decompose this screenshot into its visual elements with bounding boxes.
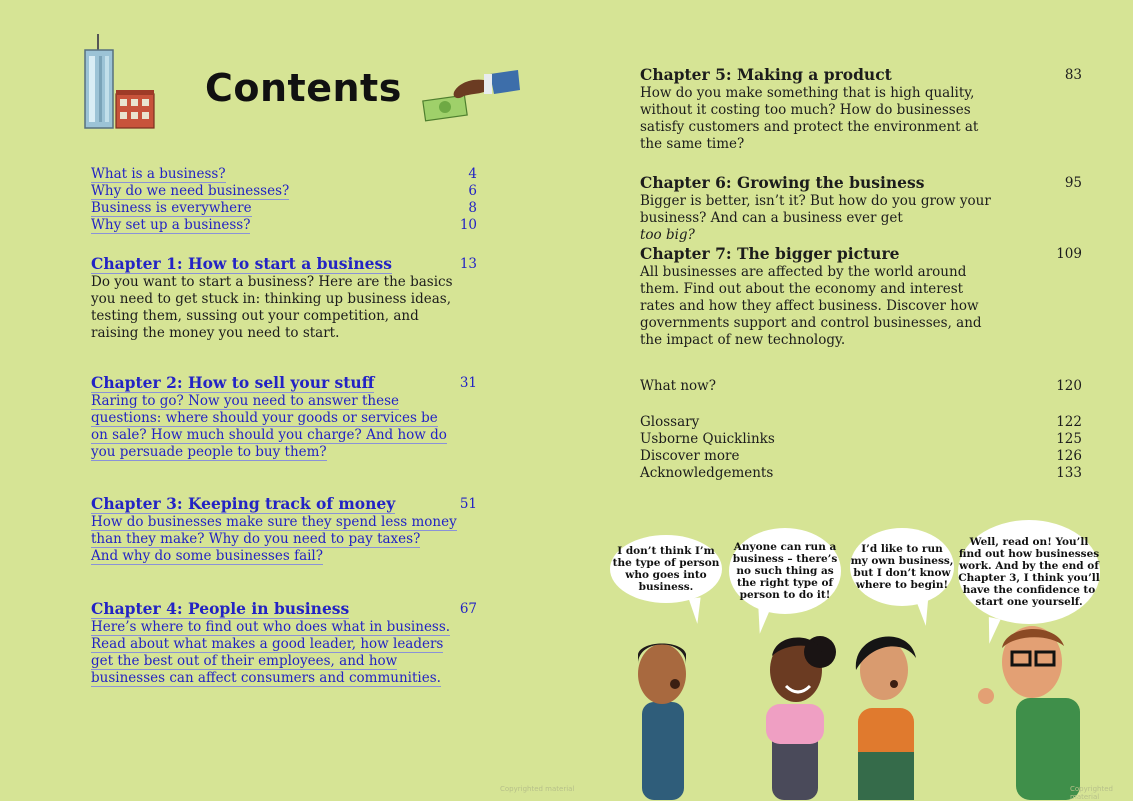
chapter-3-heading[interactable]: Chapter 3: Keeping track of money (91, 494, 396, 513)
speech-bubble-3: I’d like to run my own business, but I don’t know where to begin! (850, 528, 954, 606)
chapter-7-description: All businesses are affected by the world around them. Find out about the economy and interest rates and how they affect business. Discover how governments support and control businesses, and the impact of new technology. (640, 264, 982, 348)
chapter-3-description[interactable]: How do businesses make sure they spend less money than they make? Why do you need to pay taxes? And why do some businesses fail? (91, 514, 457, 564)
speech-bubble-4: Well, read on! You’ll find out how businesses work. And by the end of Chapter 3, I think you’ll have the confidence to start one yourself. (958, 520, 1100, 624)
back-matter-page: 126 (1056, 448, 1082, 464)
money-hand-illustration (420, 68, 522, 124)
page-title: Contents (205, 66, 402, 110)
chapter-4-heading[interactable]: Chapter 4: People in business (91, 599, 350, 618)
chapter-6-heading: Chapter 6: Growing the business (640, 173, 925, 192)
back-matter-entry: Acknowledgements (640, 465, 774, 481)
chapter-7-heading: Chapter 7: The bigger picture (640, 244, 900, 263)
toc-link[interactable]: Why set up a business? (91, 217, 251, 233)
chapter-2-page: 31 (459, 375, 477, 391)
chapter-1-description: Do you want to start a business? Here are the basics you need to get stuck in: thinking up business ideas, testing them, sussing out your competition, and raising the money you need to start. (91, 274, 453, 341)
toc-page-number: 6 (468, 183, 477, 199)
back-matter-page: 133 (1056, 465, 1082, 481)
character-man-glasses (978, 626, 1080, 800)
chapter-5-page: 83 (1064, 67, 1082, 83)
character-boy (638, 644, 686, 801)
chapter-3-page: 51 (459, 496, 477, 512)
toc-link[interactable]: Business is everywhere (91, 200, 252, 216)
what-now-page: 120 (1056, 378, 1082, 394)
chapter-6-page: 95 (1064, 175, 1082, 191)
copyright-watermark: Copyrighted material (1070, 785, 1113, 801)
speech-bubble-2: Anyone can run a business – there’s no such thing as the right type of person to do it! (729, 528, 841, 614)
toc-page-number: 4 (468, 166, 477, 182)
chapter-4-description[interactable]: Here’s where to find out who does what in business. Read about what makes a good leader, how leaders get the best out of their employees, and how businesses can affect consumers and communities. (91, 619, 451, 686)
toc-link[interactable]: What is a business? (91, 166, 226, 182)
copyright-watermark: Copyrighted material (500, 785, 575, 793)
office-building-illustration (80, 34, 158, 129)
toc-link[interactable]: Why do we need businesses? (91, 183, 290, 199)
chapter-2-heading[interactable]: Chapter 2: How to sell your stuff (91, 373, 375, 392)
what-now-entry: What now? (640, 378, 716, 394)
chapter-2-description[interactable]: Raring to go? Now you need to answer these questions: where should your goods or services be on sale? How much should you charge? And how do you persuade people to buy them? (91, 393, 447, 460)
back-matter-page: 122 (1056, 414, 1082, 430)
back-matter-page: 125 (1056, 431, 1082, 447)
chapter-6-description: Bigger is better, isn’t it? But how do you grow your business? And can a business ever get too big? (640, 193, 991, 243)
chapter-1-heading[interactable]: Chapter 1: How to start a business (91, 254, 392, 273)
chapter-1-page: 13 (459, 256, 477, 272)
chapter-7-page: 109 (1056, 246, 1082, 262)
character-woman-orange (856, 636, 916, 800)
toc-page-number: 10 (459, 217, 477, 233)
toc-page-number: 8 (468, 200, 477, 216)
back-matter-entry: Discover more (640, 448, 740, 464)
back-matter-entry: Usborne Quicklinks (640, 431, 775, 447)
back-matter-entry: Glossary (640, 414, 700, 430)
chapter-5-description: How do you make something that is high quality, without it costing too much? How do businesses satisfy customers and protect the environment at the same time? (640, 85, 979, 152)
character-girl-pink (766, 636, 836, 800)
characters-illustration (620, 612, 1090, 800)
speech-bubble-1: I don’t think I’m the type of person who goes into business. (610, 535, 722, 603)
chapter-4-page: 67 (459, 601, 477, 617)
chapter-5-heading: Chapter 5: Making a product (640, 65, 892, 84)
